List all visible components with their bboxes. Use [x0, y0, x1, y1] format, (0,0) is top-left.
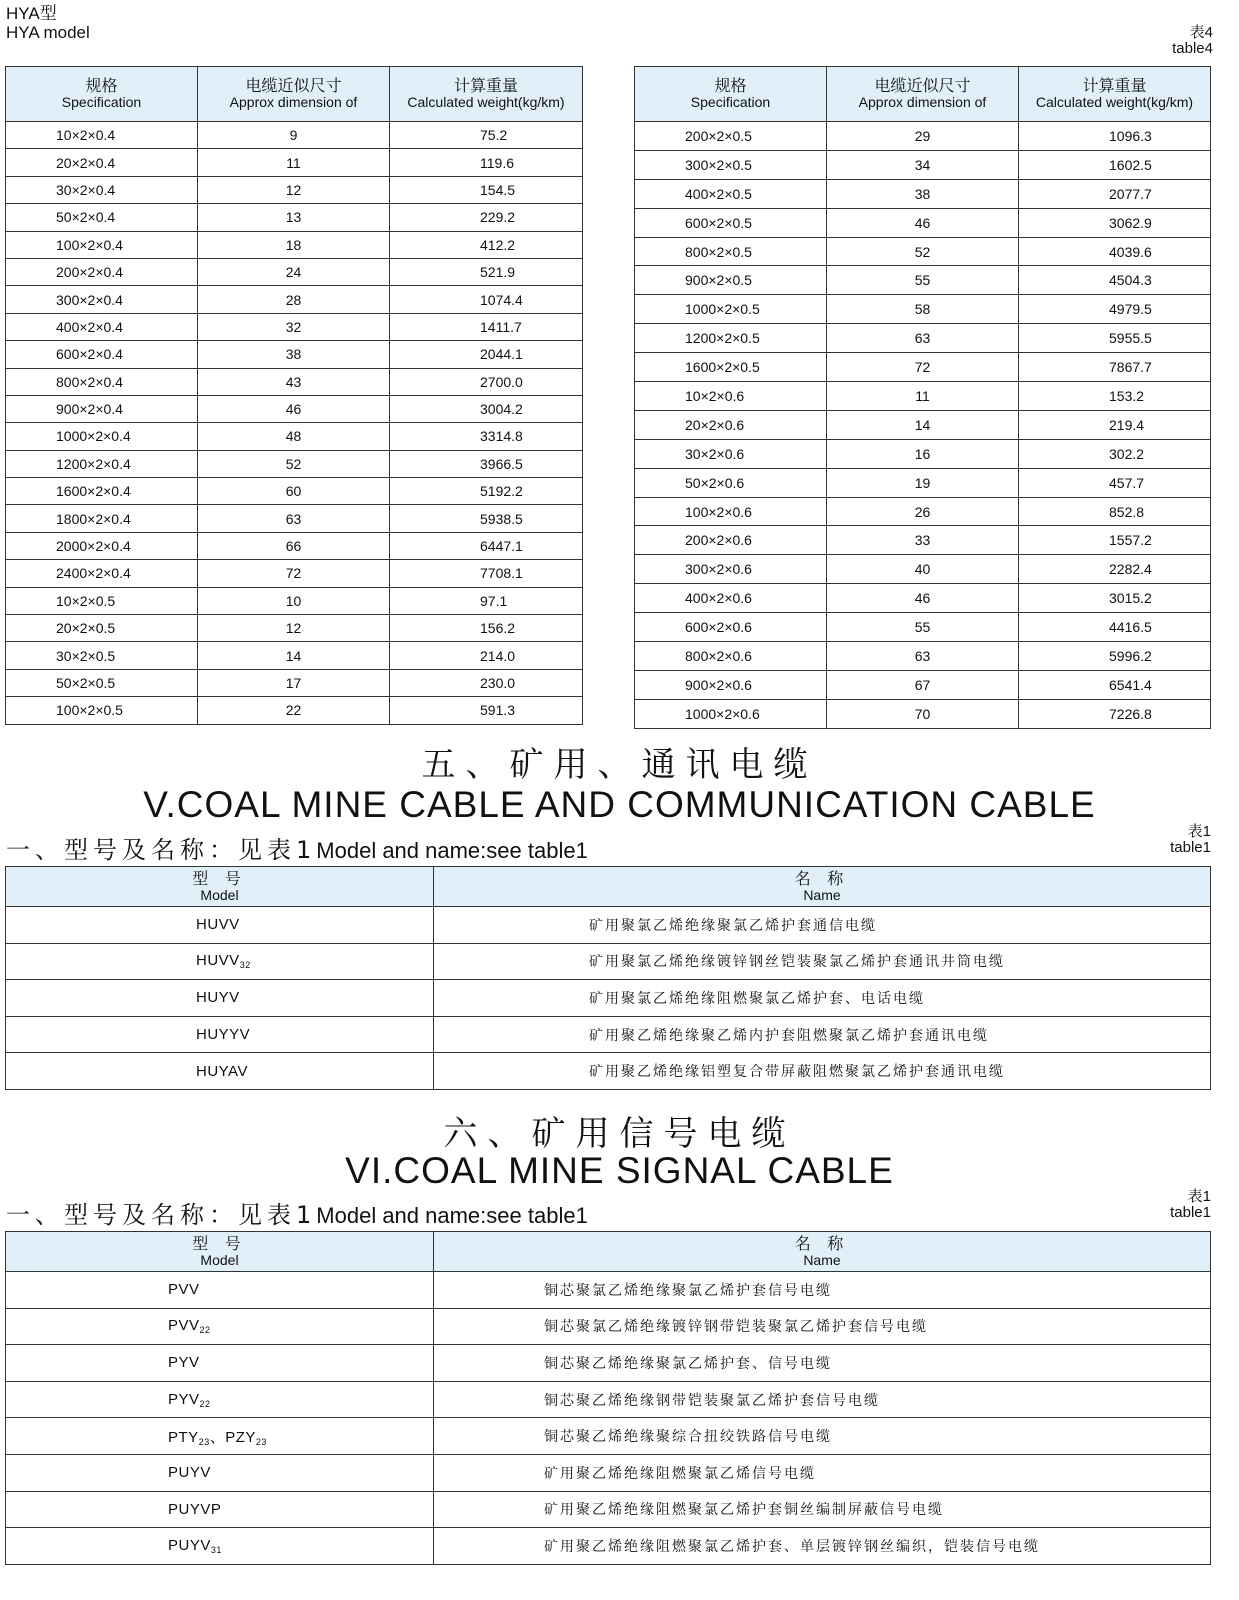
- table-row: [6, 478, 583, 505]
- table-row: [635, 382, 1211, 411]
- dimension-cell: 33: [827, 526, 1019, 555]
- dimension-cell: 60: [198, 478, 390, 505]
- col-model-en: Model: [200, 1251, 239, 1268]
- weight-cell: 302.2: [1019, 439, 1211, 468]
- col-name-en: Name: [803, 886, 841, 903]
- spec-cell: 30×2×0.4: [6, 176, 198, 203]
- col-dim-cn: 电缆近似尺寸: [874, 78, 971, 95]
- dimension-cell: 55: [827, 613, 1019, 642]
- model-cell: [6, 1528, 434, 1565]
- weight-cell: 230.0: [390, 669, 583, 696]
- model-code: PYV: [168, 1390, 200, 1408]
- col-weight-cn: 计算重量: [1082, 78, 1147, 95]
- col-model-header: [6, 1232, 434, 1272]
- model-subscript: 22: [199, 1325, 211, 1336]
- col-name-header: [434, 1232, 1211, 1272]
- model-code: PTY: [168, 1428, 199, 1446]
- model-code: PUYV: [168, 1536, 211, 1554]
- table-row: [635, 410, 1211, 439]
- weight-cell: 214.0: [390, 642, 583, 669]
- weight-cell: 2282.4: [1019, 555, 1211, 584]
- section6-subtitle: [6, 1195, 588, 1230]
- table-row: [6, 1053, 1211, 1090]
- table-row: [6, 450, 583, 477]
- spec-cell: 30×2×0.5: [6, 642, 198, 669]
- spec-cell: 300×2×0.4: [6, 286, 198, 313]
- table-row: [6, 1528, 1211, 1565]
- table-row: [6, 1491, 1211, 1528]
- table-row: [6, 1418, 1211, 1455]
- section5-table-ref-cn: 表1: [1187, 823, 1211, 840]
- weight-cell: 4039.6: [1019, 237, 1211, 266]
- table-row: [635, 208, 1211, 237]
- table-row: [635, 353, 1211, 382]
- weight-cell: 4416.5: [1019, 613, 1211, 642]
- weight-cell: 2044.1: [390, 341, 583, 368]
- model-code: PYV: [168, 1354, 200, 1372]
- spec-cell: 1000×2×0.5: [635, 295, 827, 324]
- weight-cell: 1074.4: [390, 286, 583, 313]
- col-spec-en: Specification: [61, 94, 142, 110]
- dimension-cell: 63: [198, 505, 390, 532]
- spec-cell: 900×2×0.5: [635, 266, 827, 295]
- dimension-cell: 26: [827, 497, 1019, 526]
- col-model-cn: 型 号: [192, 1235, 247, 1253]
- spec-cell: 1200×2×0.5: [635, 324, 827, 353]
- weight-cell: 97.1: [390, 587, 583, 614]
- table-row: [6, 258, 583, 285]
- table-row: [6, 697, 583, 724]
- name-cell: 铜芯聚氯乙烯绝缘聚氯乙烯护套信号电缆: [434, 1272, 1211, 1309]
- weight-cell: 119.6: [390, 149, 583, 176]
- model-code: HUYV: [196, 989, 240, 1007]
- name-cell: 矿用聚氯乙烯绝缘聚氯乙烯护套通信电缆: [434, 907, 1211, 944]
- weight-cell: 2700.0: [390, 368, 583, 395]
- dimension-cell: 28: [198, 286, 390, 313]
- weight-cell: 852.8: [1019, 497, 1211, 526]
- dimension-cell: 34: [827, 150, 1019, 179]
- dimension-cell: 24: [198, 258, 390, 285]
- model-code: PVV: [168, 1317, 200, 1335]
- dimension-cell: 66: [198, 532, 390, 559]
- col-weight-header: [390, 67, 583, 122]
- table-row: [6, 532, 583, 559]
- section6-title-en: VI.COAL MINE SIGNAL CABLE: [345, 1150, 894, 1191]
- name-cell: 矿用聚乙烯绝缘阻燃聚氯乙烯护套铜丝编制屏蔽信号电缆: [434, 1491, 1211, 1528]
- model-heading: [6, 4, 90, 42]
- model-cell: [6, 907, 434, 944]
- weight-cell: 6447.1: [390, 532, 583, 559]
- table-row: [6, 943, 1211, 980]
- dimension-cell: 12: [198, 176, 390, 203]
- table-row: [6, 1454, 1211, 1491]
- dimension-cell: 17: [198, 669, 390, 696]
- signal-table-header: [6, 1232, 1211, 1272]
- weight-cell: 1096.3: [1019, 122, 1211, 151]
- col-model-header: [6, 867, 434, 907]
- spec-cell: 2400×2×0.4: [6, 560, 198, 587]
- dimension-cell: 14: [198, 642, 390, 669]
- dimension-cell: 11: [198, 149, 390, 176]
- model-cell: [6, 1345, 434, 1382]
- spec-cell: 300×2×0.6: [635, 555, 827, 584]
- spec-cell: 900×2×0.4: [6, 395, 198, 422]
- spec-cell: 100×2×0.6: [635, 497, 827, 526]
- name-cell: 矿用聚乙烯绝缘阻燃聚氯乙烯护套、单层镀锌钢丝编织，铠装信号电缆: [434, 1528, 1211, 1565]
- spec-cell: 1600×2×0.4: [6, 478, 198, 505]
- model-code: HUYAV: [196, 1062, 248, 1080]
- model-cell: [6, 1454, 434, 1491]
- dimension-cell: 14: [827, 410, 1019, 439]
- name-cell: 矿用聚乙烯绝缘铝塑复合带屏蔽阻燃聚氯乙烯护套通讯电缆: [434, 1053, 1211, 1090]
- section6-title-cn: 六、矿用信号电缆: [443, 1114, 796, 1154]
- weight-cell: 4504.3: [1019, 266, 1211, 295]
- table-row: [635, 237, 1211, 266]
- model-code: PUYVP: [168, 1500, 222, 1518]
- model-code-alt: 、PZY: [209, 1428, 256, 1446]
- dimension-cell: 9: [198, 122, 390, 149]
- spec-cell: 400×2×0.5: [635, 179, 827, 208]
- col-weight-header: [1019, 67, 1211, 122]
- spec-cell: 20×2×0.4: [6, 149, 198, 176]
- name-cell: 矿用聚氯乙烯绝缘阻燃聚氯乙烯护套、电话电缆: [434, 980, 1211, 1017]
- weight-cell: 5192.2: [390, 478, 583, 505]
- section5-table-ref-en: table1: [1170, 839, 1211, 856]
- section6-table-ref: [1170, 1189, 1211, 1221]
- dimension-cell: 13: [198, 204, 390, 231]
- name-cell: 矿用聚氯乙烯绝缘镀锌钢丝铠装聚氯乙烯护套通讯井筒电缆: [434, 943, 1211, 980]
- dimension-cell: 67: [827, 670, 1019, 699]
- col-dim-header: [827, 67, 1019, 122]
- table-row: [6, 980, 1211, 1017]
- spec-cell: 300×2×0.5: [635, 150, 827, 179]
- col-name-en: Name: [803, 1251, 841, 1268]
- section5-title-en: V.COAL MINE CABLE AND COMMUNICATION CABLE: [143, 784, 1096, 825]
- weight-cell: 3966.5: [390, 450, 583, 477]
- dimension-cell: 38: [198, 341, 390, 368]
- table-row: [6, 176, 583, 203]
- dimension-cell: 46: [827, 584, 1019, 613]
- table-row: [6, 204, 583, 231]
- table-row: [635, 584, 1211, 613]
- spec-cell: 10×2×0.5: [6, 587, 198, 614]
- section5-title-cn: 五、矿用、通讯电缆: [421, 745, 818, 785]
- spec-cell: 600×2×0.4: [6, 341, 198, 368]
- col-weight-cn: 计算重量: [453, 78, 518, 95]
- table-row: [635, 670, 1211, 699]
- name-cell: 矿用聚乙烯绝缘阻燃聚氯乙烯信号电缆: [434, 1454, 1211, 1491]
- dimension-cell: 19: [827, 468, 1019, 497]
- dimension-cell: 16: [827, 439, 1019, 468]
- dimension-cell: 72: [198, 560, 390, 587]
- col-spec-cn: 规格: [85, 78, 118, 95]
- col-spec-en: Specification: [690, 94, 771, 110]
- table-row: [635, 699, 1211, 728]
- col-name-header: [434, 867, 1211, 907]
- model-cell: [6, 1272, 434, 1309]
- col-dim-en: Approx dimension of: [858, 94, 987, 110]
- table-row: [635, 266, 1211, 295]
- weight-cell: 5996.2: [1019, 642, 1211, 671]
- dimension-cell: 18: [198, 231, 390, 258]
- table-row: [635, 555, 1211, 584]
- spec-cell: 1200×2×0.4: [6, 450, 198, 477]
- spec-cell: 200×2×0.5: [635, 122, 827, 151]
- model-code: HUVV: [196, 916, 240, 934]
- dimension-cell: 70: [827, 699, 1019, 728]
- model-cell: [6, 980, 434, 1017]
- table-row: [6, 560, 583, 587]
- table-row: [635, 642, 1211, 671]
- dimension-cell: 40: [827, 555, 1019, 584]
- col-spec-header: [6, 67, 198, 122]
- model-code: HUVV: [196, 952, 240, 970]
- spec-cell: 900×2×0.6: [635, 670, 827, 699]
- table-row: [6, 587, 583, 614]
- col-weight-en: Calculated weight(kg/km): [1035, 94, 1194, 110]
- name-cell: 铜芯聚乙烯绝缘钢带铠装聚氯乙烯护套信号电缆: [434, 1381, 1211, 1418]
- table-row: [635, 150, 1211, 179]
- table-row: [6, 423, 583, 450]
- weight-cell: 3062.9: [1019, 208, 1211, 237]
- model-heading-en: HYA model: [6, 23, 90, 42]
- spec-cell: 100×2×0.4: [6, 231, 198, 258]
- model-subscript-alt: 23: [255, 1436, 267, 1447]
- spec-table-header: [6, 67, 583, 122]
- col-weight-en: Calculated weight(kg/km): [407, 94, 565, 110]
- table-row: [6, 286, 583, 313]
- weight-cell: 2077.7: [1019, 179, 1211, 208]
- model-subscript: 31: [210, 1544, 222, 1555]
- dimension-cell: 46: [198, 395, 390, 422]
- table-row: [6, 231, 583, 258]
- model-cell: [6, 1418, 434, 1455]
- weight-cell: 219.4: [1019, 410, 1211, 439]
- spec-cell: 400×2×0.4: [6, 313, 198, 340]
- signal-cable-table: [5, 1231, 1211, 1565]
- spec-cell: 10×2×0.4: [6, 122, 198, 149]
- dimension-cell: 58: [827, 295, 1019, 324]
- section6-subtitle-en: Model and name:see table1: [316, 1203, 588, 1228]
- weight-cell: 3314.8: [390, 423, 583, 450]
- section6-subtitle-cn: 一、型号及名称：见表1: [6, 1201, 317, 1229]
- table-row: [6, 615, 583, 642]
- spec-cell: 600×2×0.5: [635, 208, 827, 237]
- model-subscript: 23: [198, 1436, 210, 1447]
- dimension-cell: 22: [198, 697, 390, 724]
- dimension-cell: 46: [827, 208, 1019, 237]
- spec-cell: 50×2×0.6: [635, 468, 827, 497]
- col-dim-en: Approx dimension of: [229, 94, 358, 110]
- comm-table-header: [6, 867, 1211, 907]
- weight-cell: 457.7: [1019, 468, 1211, 497]
- model-heading-cn: HYA型: [6, 4, 57, 23]
- section5-table-ref: [1170, 824, 1211, 856]
- spec-cell: 200×2×0.4: [6, 258, 198, 285]
- table-row: [6, 313, 583, 340]
- table-row: [6, 1272, 1211, 1309]
- spec-cell: 1600×2×0.5: [635, 353, 827, 382]
- table-row: [6, 907, 1211, 944]
- table-row: [6, 1016, 1211, 1053]
- weight-cell: 1602.5: [1019, 150, 1211, 179]
- table-row: [6, 1308, 1211, 1345]
- model-cell: [6, 1381, 434, 1418]
- table-row: [635, 439, 1211, 468]
- comm-cable-table: [5, 866, 1211, 1090]
- table-row: [635, 122, 1211, 151]
- col-spec-cn: 规格: [714, 78, 747, 95]
- table-row: [6, 1345, 1211, 1382]
- name-cell: 铜芯聚乙烯绝缘聚综合扭绞铁路信号电缆: [434, 1418, 1211, 1455]
- spec-cell: 30×2×0.6: [635, 439, 827, 468]
- weight-cell: 1411.7: [390, 313, 583, 340]
- model-code: HUYYV: [196, 1026, 251, 1044]
- spec-cell: 100×2×0.5: [6, 697, 198, 724]
- dimension-cell: 29: [827, 122, 1019, 151]
- spec-cell: 800×2×0.6: [635, 642, 827, 671]
- table-row: [635, 497, 1211, 526]
- table-row: [635, 526, 1211, 555]
- weight-cell: 5955.5: [1019, 324, 1211, 353]
- section5-subtitle-cn: 一、型号及名称：见表1: [6, 836, 317, 864]
- table-row: [6, 341, 583, 368]
- table-row: [635, 324, 1211, 353]
- weight-cell: 521.9: [390, 258, 583, 285]
- section6-table-ref-cn: 表1: [1187, 1188, 1211, 1205]
- weight-cell: 153.2: [1019, 382, 1211, 411]
- spec-cell: 400×2×0.6: [635, 584, 827, 613]
- weight-cell: 7226.8: [1019, 699, 1211, 728]
- col-model-en: Model: [200, 886, 239, 903]
- spec-cell: 20×2×0.6: [635, 410, 827, 439]
- col-name-cn: 名 称: [794, 870, 850, 888]
- section5-subtitle: [6, 830, 588, 865]
- table-row: [6, 505, 583, 532]
- table-row: [635, 613, 1211, 642]
- model-cell: [6, 943, 434, 980]
- spec-cell: 20×2×0.5: [6, 615, 198, 642]
- dimension-cell: 55: [827, 266, 1019, 295]
- spec-table-right: [634, 66, 1211, 729]
- weight-cell: 591.3: [390, 697, 583, 724]
- table-row: [6, 122, 583, 149]
- name-cell: 铜芯聚氯乙烯绝缘镀锌钢带铠装聚氯乙烯护套信号电缆: [434, 1308, 1211, 1345]
- dimension-cell: 32: [198, 313, 390, 340]
- section6-table-ref-en: table1: [1170, 1204, 1211, 1221]
- table-row: [635, 295, 1211, 324]
- model-cell: [6, 1491, 434, 1528]
- section5-subtitle-en: Model and name:see table1: [316, 838, 588, 863]
- spec-table-header: [635, 67, 1211, 122]
- model-subscript: 22: [199, 1398, 211, 1409]
- spec-cell: 1800×2×0.4: [6, 505, 198, 532]
- weight-cell: 229.2: [390, 204, 583, 231]
- table-row: [6, 642, 583, 669]
- spec-cell: 2000×2×0.4: [6, 532, 198, 559]
- table-row: [635, 468, 1211, 497]
- model-cell: [6, 1308, 434, 1345]
- weight-cell: 3004.2: [390, 395, 583, 422]
- col-dim-header: [198, 67, 390, 122]
- dimension-cell: 38: [827, 179, 1019, 208]
- name-cell: 铜芯聚乙烯绝缘聚氯乙烯护套、信号电缆: [434, 1345, 1211, 1382]
- col-name-cn: 名 称: [794, 1235, 850, 1253]
- dimension-cell: 63: [827, 324, 1019, 353]
- model-cell: [6, 1016, 434, 1053]
- weight-cell: 7867.7: [1019, 353, 1211, 382]
- dimension-cell: 43: [198, 368, 390, 395]
- dimension-cell: 52: [198, 450, 390, 477]
- table4-ref-cn: 表4: [1189, 24, 1213, 41]
- dimension-cell: 11: [827, 382, 1019, 411]
- col-model-cn: 型 号: [192, 870, 247, 888]
- spec-cell: 600×2×0.6: [635, 613, 827, 642]
- table-row: [6, 1381, 1211, 1418]
- table-row: [6, 669, 583, 696]
- dimension-cell: 10: [198, 587, 390, 614]
- weight-cell: 156.2: [390, 615, 583, 642]
- spec-cell: 50×2×0.5: [6, 669, 198, 696]
- model-cell: [6, 1053, 434, 1090]
- weight-cell: 3015.2: [1019, 584, 1211, 613]
- model-code: PUYV: [168, 1464, 211, 1482]
- table-row: [6, 395, 583, 422]
- dimension-cell: 12: [198, 615, 390, 642]
- dimension-cell: 63: [827, 642, 1019, 671]
- dimension-cell: 52: [827, 237, 1019, 266]
- table-row: [6, 149, 583, 176]
- dimension-cell: 72: [827, 353, 1019, 382]
- spec-cell: 800×2×0.4: [6, 368, 198, 395]
- table-row: [6, 368, 583, 395]
- table4-ref: [1172, 25, 1213, 57]
- weight-cell: 1557.2: [1019, 526, 1211, 555]
- spec-cell: 200×2×0.6: [635, 526, 827, 555]
- weight-cell: 154.5: [390, 176, 583, 203]
- spec-table-left: [5, 66, 583, 725]
- weight-cell: 412.2: [390, 231, 583, 258]
- spec-cell: 1000×2×0.4: [6, 423, 198, 450]
- spec-cell: 800×2×0.5: [635, 237, 827, 266]
- table4-ref-en: table4: [1172, 40, 1213, 57]
- spec-cell: 50×2×0.4: [6, 204, 198, 231]
- model-subscript: 32: [239, 960, 251, 971]
- table-row: [635, 179, 1211, 208]
- weight-cell: 5938.5: [390, 505, 583, 532]
- spec-cell: 1000×2×0.6: [635, 699, 827, 728]
- dimension-cell: 48: [198, 423, 390, 450]
- weight-cell: 7708.1: [390, 560, 583, 587]
- name-cell: 矿用聚乙烯绝缘聚乙烯内护套阻燃聚氯乙烯护套通讯电缆: [434, 1016, 1211, 1053]
- model-code: PVV: [168, 1281, 200, 1299]
- col-dim-cn: 电缆近似尺寸: [245, 78, 342, 95]
- spec-cell: 10×2×0.6: [635, 382, 827, 411]
- weight-cell: 6541.4: [1019, 670, 1211, 699]
- weight-cell: 4979.5: [1019, 295, 1211, 324]
- weight-cell: 75.2: [390, 122, 583, 149]
- col-spec-header: [635, 67, 827, 122]
